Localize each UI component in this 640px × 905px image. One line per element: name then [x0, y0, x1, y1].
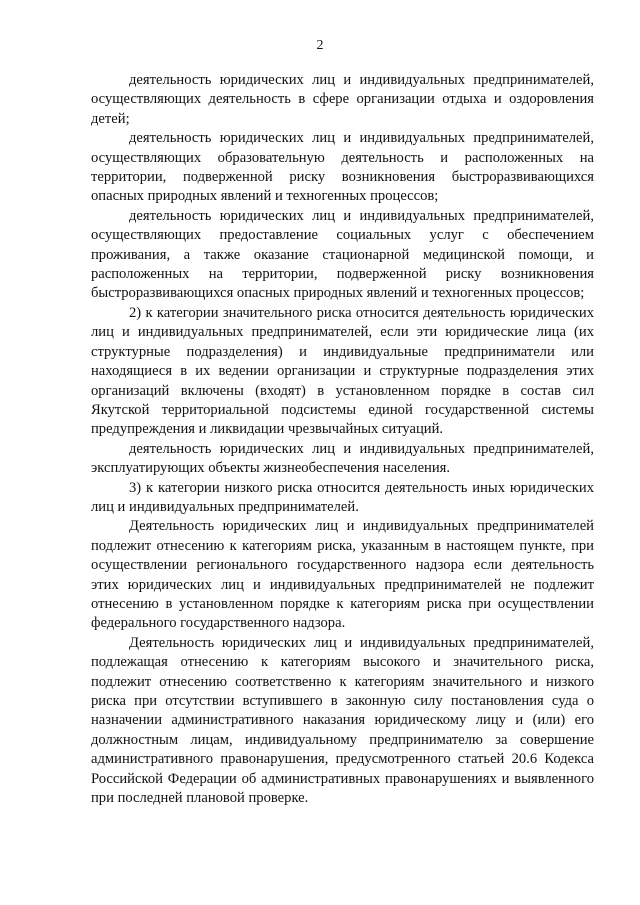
paragraph-3: деятельность юридических лиц и индивидуальных предпринимателей, осуществляющих предоставление социальных услуг с обеспечением проживания, а также оказание стационарной медицинской помощи, и расположенных на территории, подверженной риску возникновения быстроразвивающихся опасных природных явлений и техногенных процессов;	[91, 207, 594, 302]
paragraph-1: деятельность юридических лиц и индивидуальных предпринимателей, осуществляющих деятельность в сфере организации отдыха и оздоровления детей;	[91, 72, 594, 127]
paragraph-2: деятельность юридических лиц и индивидуальных предпринимателей, осуществляющих образовательную деятельность и расположенных на территории, подверженной риску возникновения быстроразвивающихся опасных природных явлений и техногенных процессов;	[91, 130, 594, 205]
document-body	[91, 71, 594, 808]
paragraph-7: Деятельность юридических лиц и индивидуальных предпринимателей подлежит отнесению к категориям риска, указанным в настоящем пункте, при осуществлении регионального государственного надзора если деятельность этих юридических лиц и индивидуальных предпринимателей не подлежит отнесению в установленном порядке к категориям риска при осуществлении федерального государственного надзора.	[91, 518, 594, 632]
paragraph-4: 2) к категории значительного риска относится деятельность юридических лиц и индивидуальных предпринимателей, если эти юридические лица (их структурные подразделения) и индивидуальные предприниматели или находящиеся в их ведении организации и структурные подразделения этих организаций включены (входят) в установленном порядке в состав сил Якутской территориальной подсистемы единой государственной системы предупреждения и ликвидации чрезвычайных ситуаций.	[91, 304, 594, 438]
paragraph-8: Деятельность юридических лиц и индивидуальных предпринимателей, подлежащая отнесению к категориям высокого и значительного риска, подлежит отнесению соответственно к категориям значительного и низкого риска при отсутствии вступившего в законную силу постановления суда о назначении административного наказания юридическому лицу и (или) его должностным лицам, индивидуальному предпринимателю за совершение административного правонарушения, предусмотренного статьей 20.6 Кодекса Российской Федерации об административных правонарушениях и выявленного при последней плановой проверке.	[91, 634, 594, 807]
page-number: 2	[316, 38, 324, 53]
paragraph-5: деятельность юридических лиц и индивидуальных предпринимателей, эксплуатирующих объекты жизнеобеспечения населения.	[91, 440, 594, 477]
paragraph-6: 3) к категории низкого риска относится деятельность иных юридических лиц и индивидуальных предпринимателей.	[91, 479, 594, 515]
